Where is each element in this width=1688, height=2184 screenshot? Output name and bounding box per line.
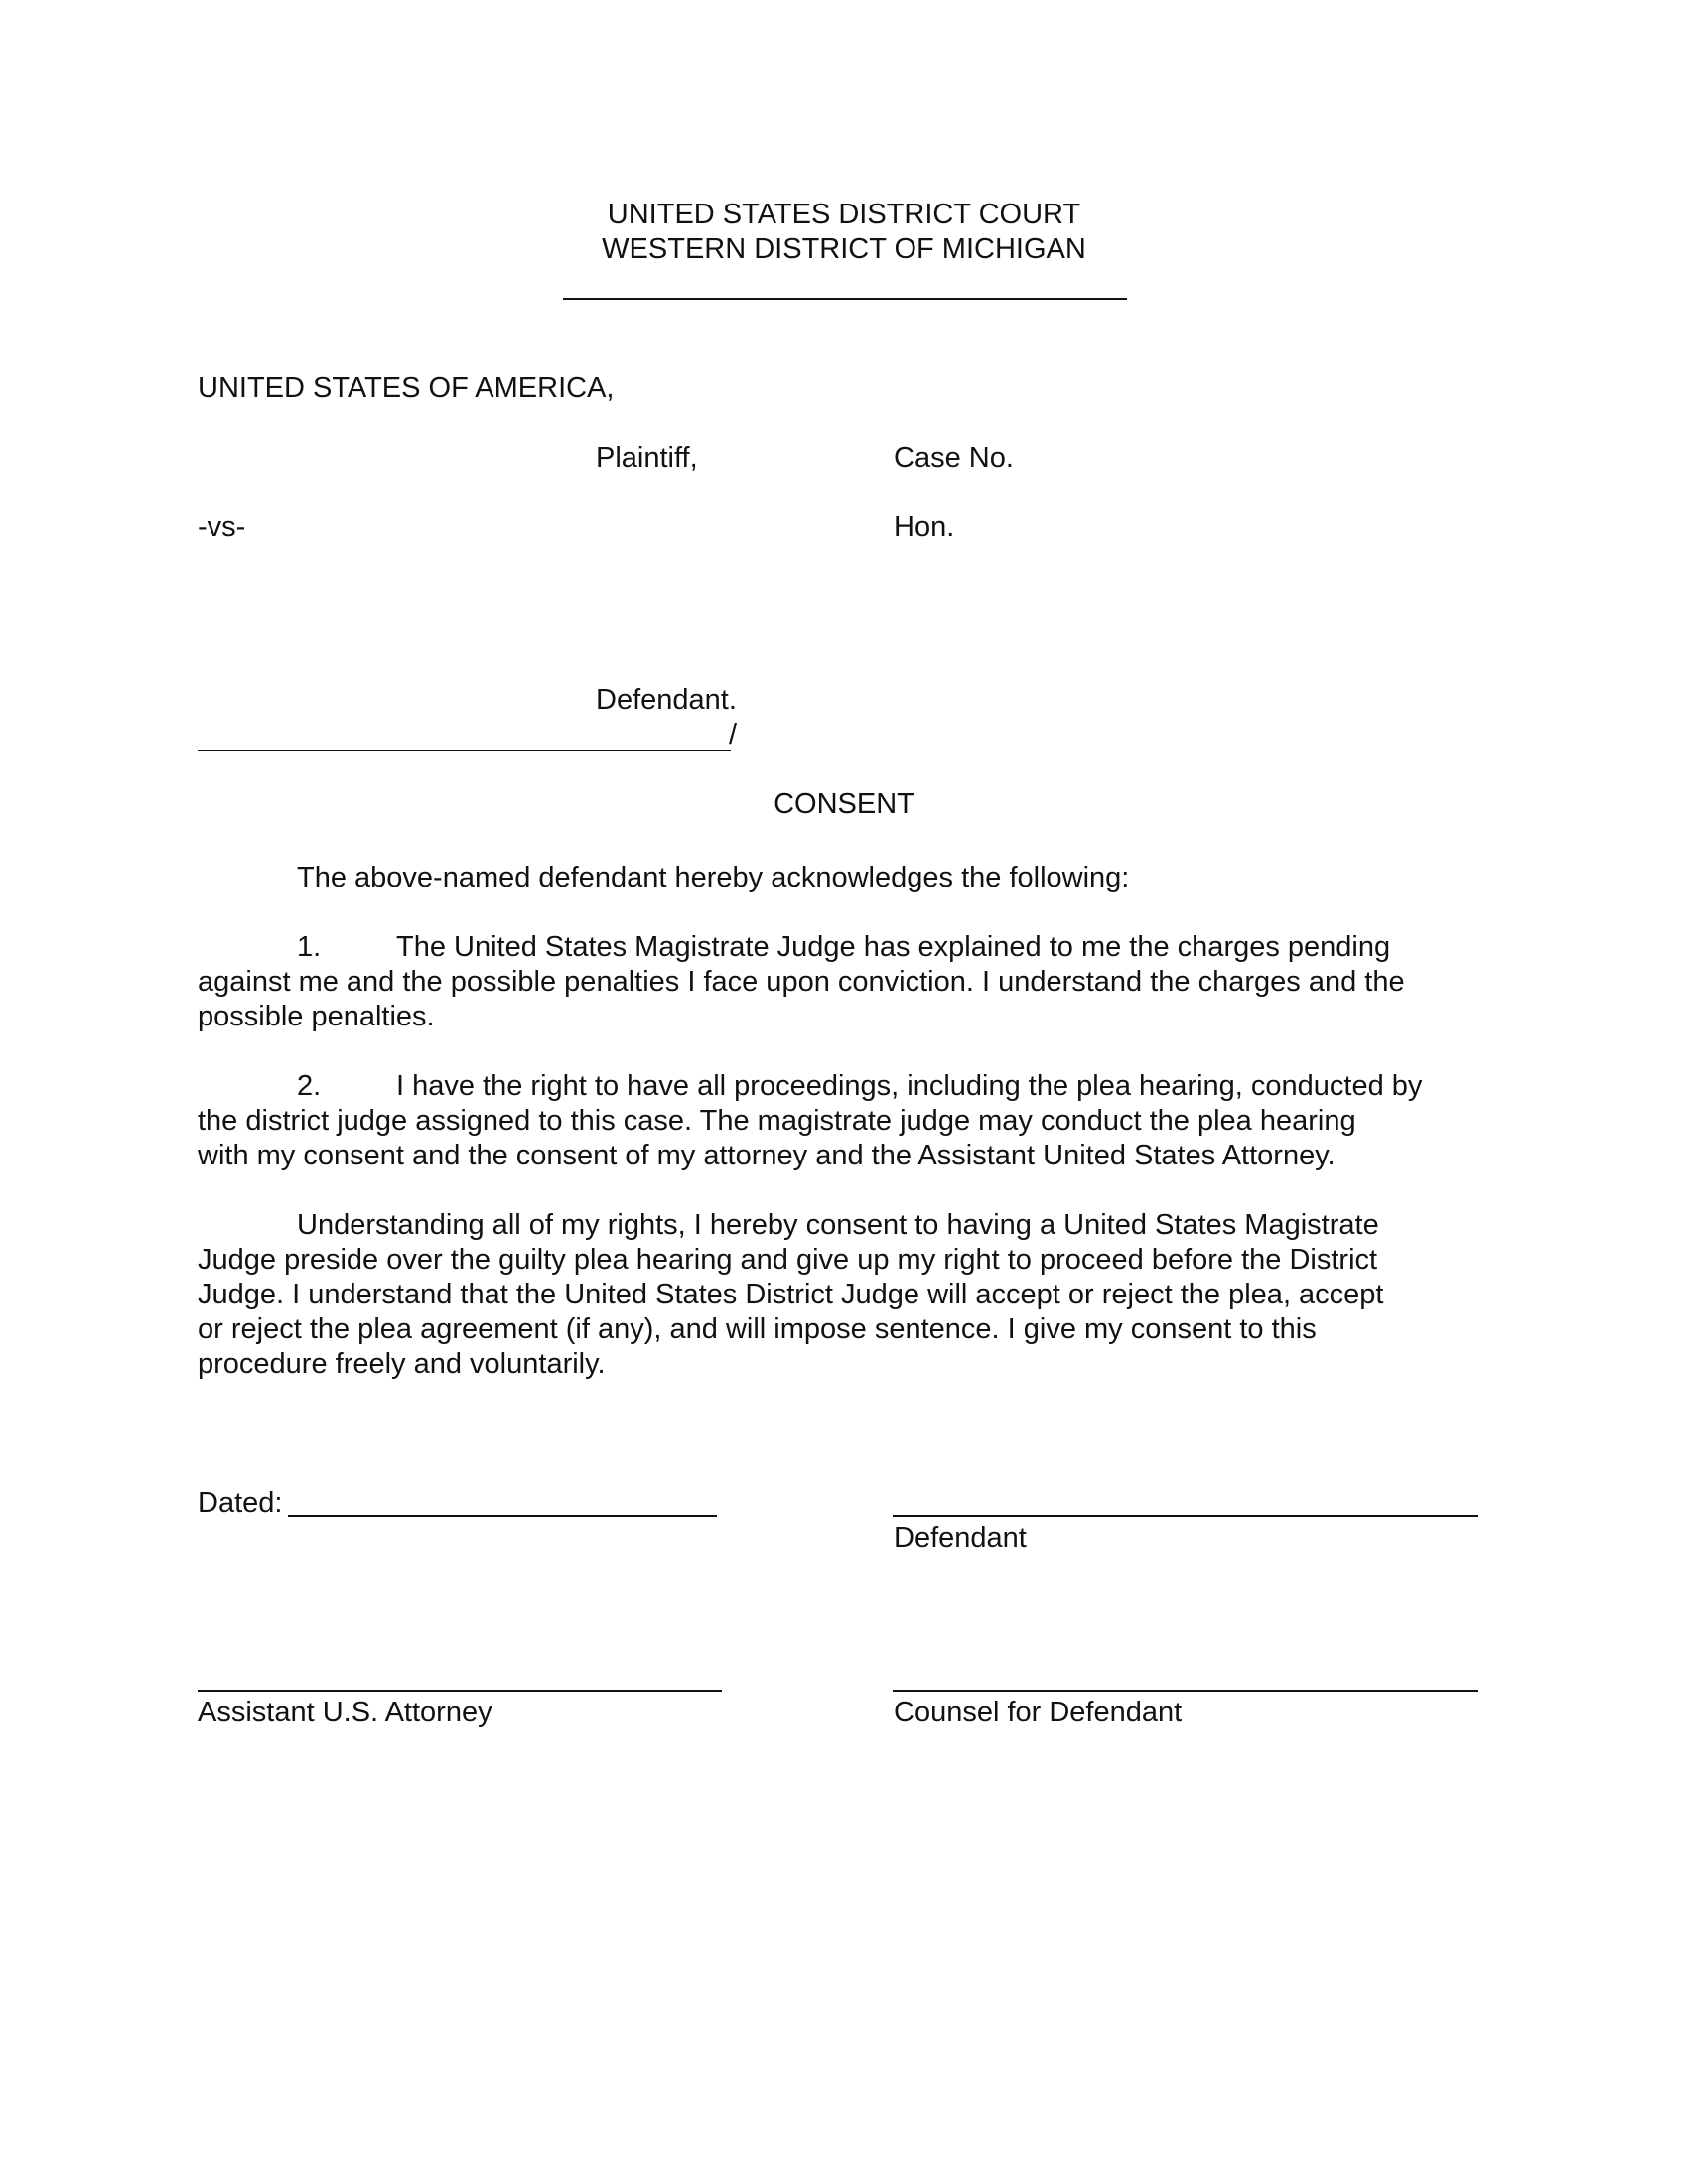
plaintiff-label: Plaintiff, bbox=[596, 442, 698, 474]
item-1-line-3: possible penalties. bbox=[198, 1001, 435, 1032]
item-2 bbox=[198, 1069, 1488, 1173]
court-district: WESTERN DISTRICT OF MICHIGAN bbox=[602, 233, 1086, 265]
item-2-number: 2. bbox=[297, 1070, 322, 1102]
item-1-line-2: against me and the possible penalties I face upon conviction. I understand the charges and the bbox=[198, 966, 1405, 998]
defendant-signature-line[interactable] bbox=[893, 1515, 1478, 1517]
ausa-signature-line[interactable] bbox=[198, 1690, 722, 1692]
ausa-signature-label: Assistant U.S. Attorney bbox=[198, 1697, 492, 1728]
item-2-line-2: the district judge assigned to this case. The magistrate judge may conduct the plea hearing bbox=[198, 1105, 1356, 1137]
caption-divider bbox=[198, 750, 731, 751]
closing-line-3: Judge. I understand that the United States District Judge will accept or reject the plea, accept bbox=[198, 1279, 1384, 1310]
case-number-label: Case No. bbox=[894, 442, 1014, 474]
dated-label: Dated: bbox=[198, 1487, 283, 1519]
item-2-line-1: I have the right to have all proceedings, including the plea hearing, conducted by bbox=[396, 1070, 1423, 1102]
caption-slash: / bbox=[729, 719, 738, 751]
closing-line-4: or reject the plea agreement (if any), and will impose sentence. I give my consent to this bbox=[198, 1313, 1317, 1345]
defendant-signature-label: Defendant bbox=[894, 1522, 1027, 1554]
court-name: UNITED STATES DISTRICT COURT bbox=[607, 199, 1081, 230]
versus-label: -vs- bbox=[198, 511, 246, 543]
dated-line[interactable] bbox=[288, 1515, 717, 1517]
item-2-line-3: with my consent and the consent of my attorney and the Assistant United States Attorney. bbox=[198, 1140, 1336, 1171]
closing-line-1: Understanding all of my rights, I hereby consent to having a United States Magistrate bbox=[297, 1209, 1379, 1241]
item-1 bbox=[198, 930, 1488, 1034]
plaintiff-name: UNITED STATES OF AMERICA, bbox=[198, 372, 615, 404]
closing-line-5: procedure freely and voluntarily. bbox=[198, 1348, 606, 1380]
counsel-signature-label: Counsel for Defendant bbox=[894, 1697, 1183, 1728]
document-title: CONSENT bbox=[774, 788, 914, 820]
intro-text: The above-named defendant hereby acknowledges the following: bbox=[297, 862, 1130, 893]
closing-paragraph bbox=[198, 1208, 1488, 1382]
defendant-label: Defendant. bbox=[596, 684, 737, 716]
item-1-line-1: The United States Magistrate Judge has explained to me the charges pending bbox=[396, 931, 1391, 963]
closing-line-2: Judge preside over the guilty plea hearing and give up my right to proceed before the District bbox=[198, 1244, 1378, 1276]
item-1-number: 1. bbox=[297, 931, 322, 963]
header-divider bbox=[563, 298, 1127, 300]
judge-label: Hon. bbox=[894, 511, 955, 543]
counsel-signature-line[interactable] bbox=[893, 1690, 1478, 1692]
